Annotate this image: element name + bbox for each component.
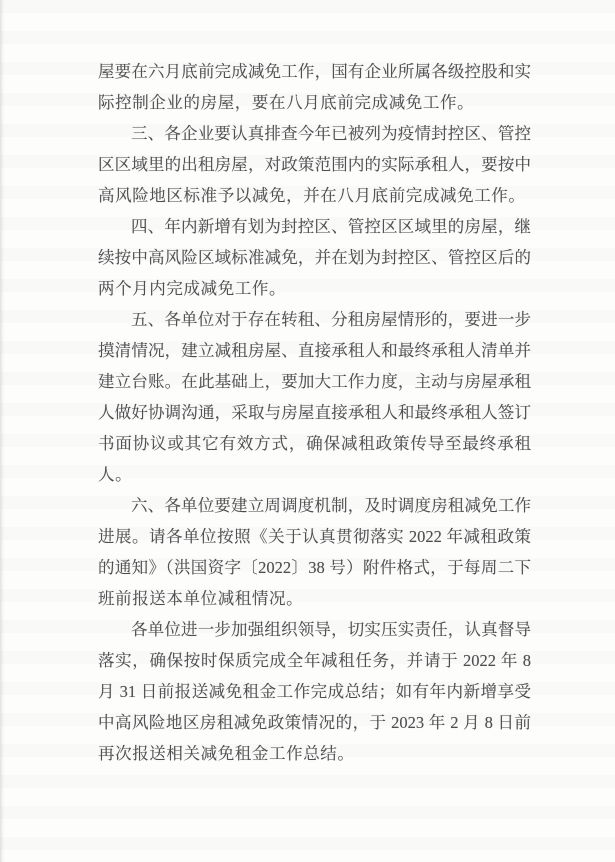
text-line: 际控制企业的房屋，要在八月底前完成减免工作。 <box>98 93 475 112</box>
text-line: 中高风险地区房租减免政策情况的，于 2023 年 2 月 8 日前 <box>98 713 531 732</box>
text-line: 建立台账。在此基础上，要加大工作力度，主动与房屋承租 <box>98 372 531 391</box>
text-line: 班前报送本单位减租情况。 <box>98 589 304 608</box>
text-line: 落实，确保按时保质完成全年减租任务，并请于 2022 年 8 <box>98 651 531 670</box>
text-line: 再次报送相关减免租金工作总结。 <box>98 744 355 763</box>
text-line: 月 31 日前报送减免租金工作完成总结；如有年内新增享受 <box>98 682 531 701</box>
text-line: 屋要在六月底前完成减免工作，国有企业所属各级控股和实 <box>98 62 531 81</box>
text-line: 人做好协调沟通，采取与房屋直接承租人和最终承租人签订 <box>98 403 531 422</box>
text-line: 人。 <box>98 465 133 484</box>
text-line: 两个月内完成减免工作。 <box>98 279 287 298</box>
text-line: 的通知》（洪国资字〔2022〕38 号）附件格式，于每周二下 <box>98 558 531 577</box>
text-line: 区区域里的出租房屋，对政策范围内的实际承租人，要按中 <box>98 155 531 174</box>
text-line: 三、各企业要认真排查今年已被列为疫情封控区、管控 <box>131 124 531 143</box>
text-line: 五、各单位对于存在转租、分租房屋情形的，要进一步 <box>131 310 531 329</box>
text-line: 各单位进一步加强组织领导，切实压实责任，认真督导 <box>131 620 531 639</box>
text-line: 六、各单位要建立周调度机制，及时调度房租减免工作 <box>131 496 531 515</box>
document-body <box>98 56 531 769</box>
text-line: 进展。请各单位按照《关于认真贯彻落实 2022 年减租政策 <box>98 527 531 546</box>
text-line: 摸清情况，建立减租房屋、直接承租人和最终承租人清单并 <box>98 341 531 360</box>
text-line: 书面协议或其它有效方式，确保减租政策传导至最终承租 <box>98 434 531 453</box>
text-line: 四、年内新增有划为封控区、管控区区域里的房屋，继 <box>131 217 531 236</box>
text-line: 续按中高风险区域标准减免，并在划为封控区、管控区后的 <box>98 248 531 267</box>
text-line: 高风险地区标准予以减免，并在八月底前完成减免工作。 <box>98 186 526 205</box>
